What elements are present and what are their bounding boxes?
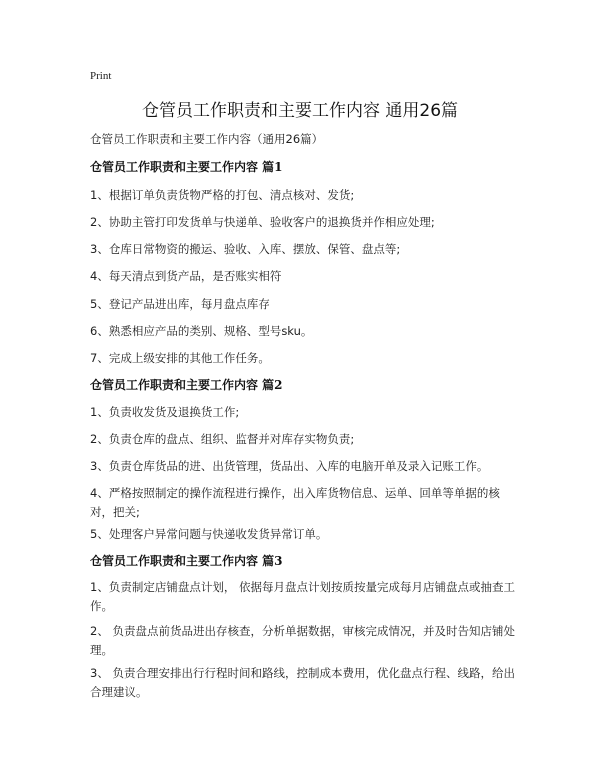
list-item: 3、负责仓库货品的进、出货管理，货品出、入库的电脑开单及录入记账工作。: [90, 459, 489, 473]
list-item: 4、每天清点到货产品，是否账实相符: [90, 269, 282, 283]
list-item: 2、协助主管打印发货单与快递单、验收客户的退换货并作相应处理;: [90, 215, 435, 229]
page-title: 仓管员工作职责和主要工作内容 通用26篇: [141, 101, 459, 121]
list-item: 7、完成上级安排的其他工作任务。: [90, 351, 270, 365]
section-heading-2: 仓管员工作职责和主要工作内容 篇2: [90, 378, 283, 392]
list-item: 4、严格按照制定的操作流程进行操作，出入库货物信息、运单、回单等单据的核对，把关;: [90, 486, 500, 519]
list-item: 3、仓库日常物资的搬运、验收、入库、摆放、保管、盘点等;: [90, 242, 401, 256]
list-item: 2、负责仓库的盘点、组织、监督并对库存实物负责;: [90, 432, 355, 446]
list-item: 5、登记产品进出库，每月盘点库存: [90, 297, 270, 311]
document-subtitle: 仓管员工作职责和主要工作内容（通用26篇）: [90, 132, 324, 146]
list-item: 6、熟悉相应产品的类别、规格、型号sku。: [90, 324, 313, 338]
section-heading-3: 仓管员工作职责和主要工作内容 篇3: [90, 554, 283, 568]
list-item: 5、处理客户异常问题与快递收发货异常订单。: [90, 527, 328, 541]
section-heading-1: 仓管员工作职责和主要工作内容 篇1: [90, 160, 283, 174]
list-item: 1、负责制定店铺盘点计划， 依据每月盘点计划按质按量完成每月店铺盘点或抽查工作。: [90, 580, 515, 613]
list-item: 2、 负责盘点前货品进出存核查，分析单据数据，审核完成情况，并及时告知店铺处理。: [90, 624, 515, 657]
list-item: 3、 负责合理安排出行行程时间和路线，控制成本费用，优化盘点行程、线路，给出合理建议。: [90, 666, 515, 699]
print-label: Print: [90, 70, 112, 82]
list-item: 1、根据订单负责货物严格的打包、清点核对、发货;: [90, 188, 355, 202]
list-item: 1、负责收发货及退换货工作;: [90, 405, 240, 419]
